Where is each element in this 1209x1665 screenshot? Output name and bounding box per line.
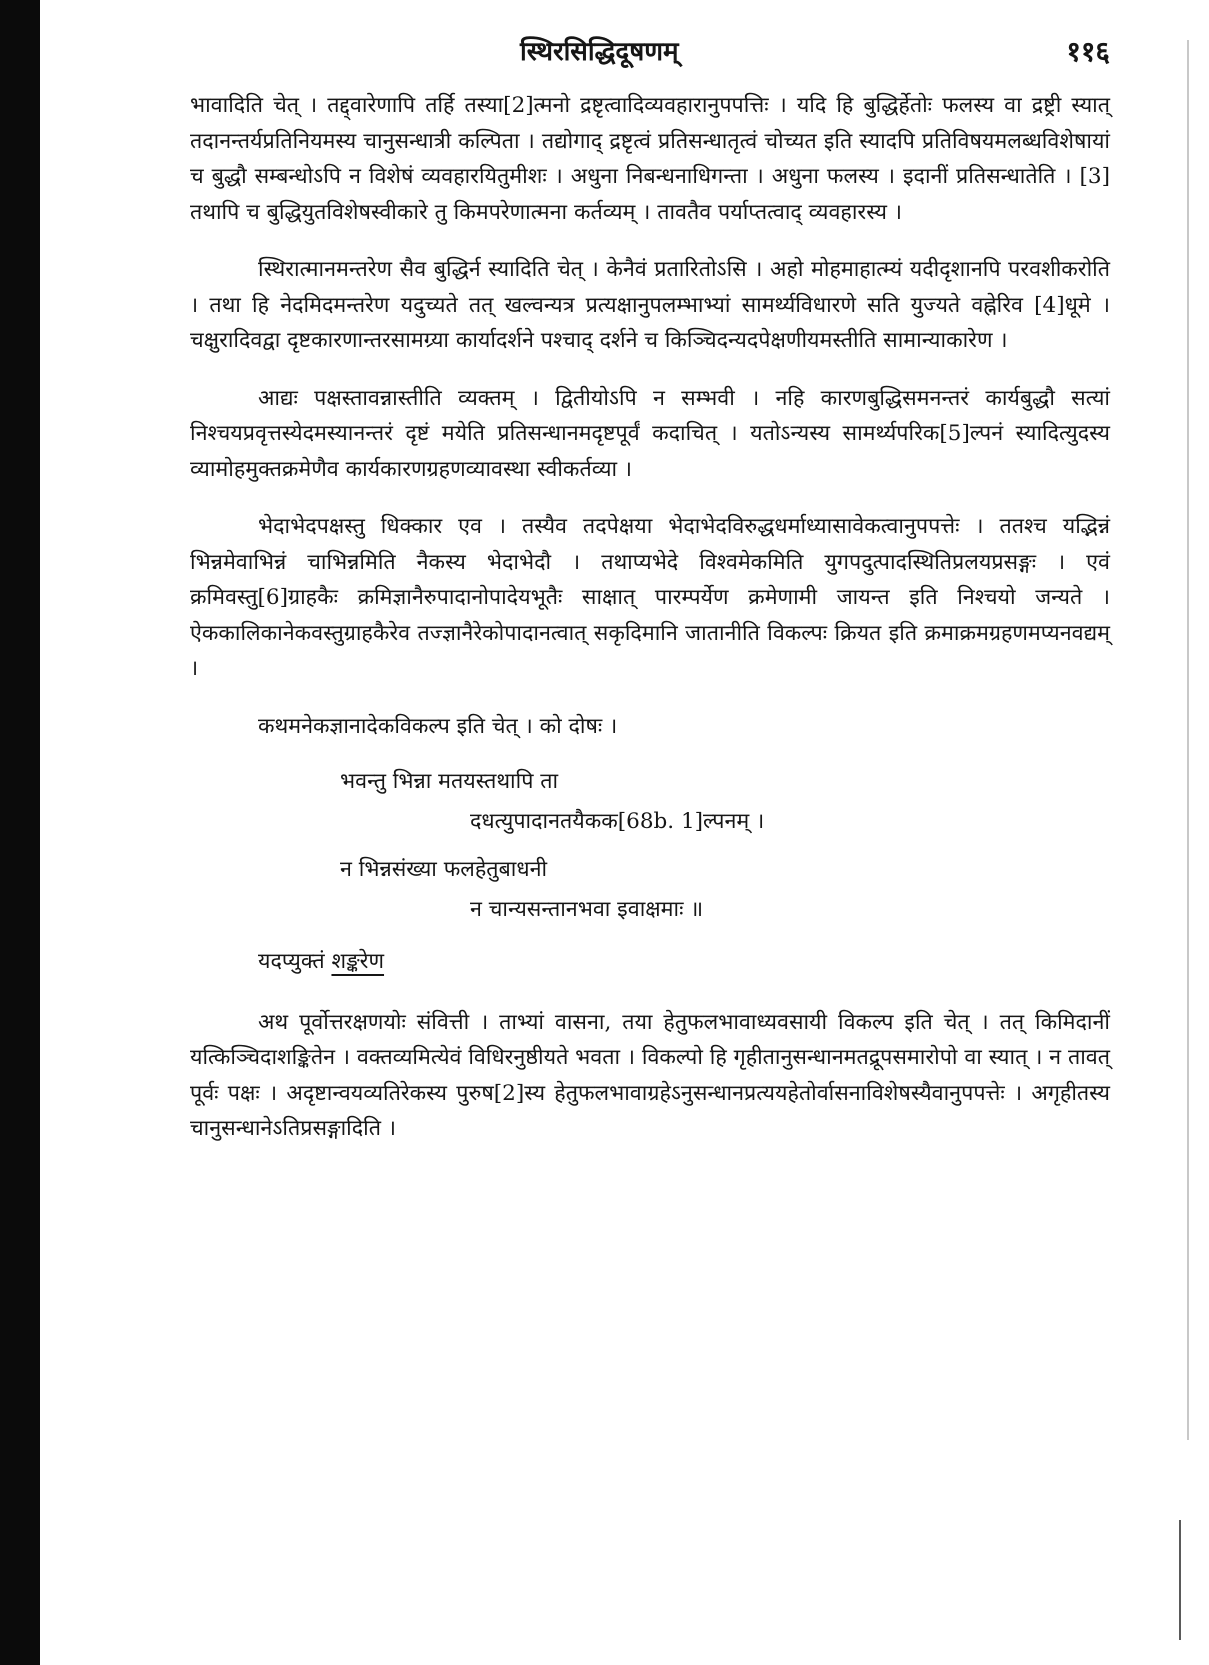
scan-binding-edge — [0, 0, 40, 1665]
verse-block — [190, 762, 1110, 932]
scan-right-margin-mark — [1179, 1520, 1181, 1640]
page-body — [190, 88, 1110, 1169]
page-header — [190, 26, 1110, 70]
verse-intro: कथमनेकज्ञानादेकविकल्प इति चेत् । को दोषः । — [258, 713, 618, 739]
paragraph-3: आद्यः पक्षस्तावन्नास्तीति व्यक्तम् । द्वितीयोऽपि न सम्भवी । नहि कारणबुद्धिसमनन्तरं कार्यबुद्धौ सत्यां निश्चयप्रवृत्तस्येदमस्यानन्तरं दृष्टं मयेति प्रतिसन्धानमदृष्टपूर्वं कदाचित् । यतोऽन्यस्य सामर्थ्यपरिक[5]ल्पनं स्यादित्युदस्य व्यामोहमुक्तक्रमेणैव कार्यकारणग्रहणव्यावस्था स्वीकर्तव्या । — [190, 385, 1110, 482]
quoted-author: शङ्करेण — [331, 948, 385, 974]
verse-line-4: न चान्यसन्तानभवा इवाक्षमाः ॥ — [470, 896, 704, 922]
page-number: ११६ — [1066, 35, 1110, 68]
scan-right-margin-line — [1187, 40, 1189, 1440]
quote-prefix: यदप्युक्तं — [258, 948, 325, 974]
paragraph-1: भावादिति चेत् । तद्द्वारेणापि तर्हि तस्या[2]त्मनो द्रष्टृत्वादिव्यवहारानुपपत्तिः । यदि हि बुद्धिर्हेतोः फलस्य वा द्रष्ट्री स्यात् तदानन्तर्यप्रतिनियमस्य चानुसन्धात्री कल्पिता । तद्योगाद् द्रष्टृत्वं प्रतिसन्धातृत्वं चोच्यत इति स्यादपि प्रतिविषयमलब्धविशेषायां च बुद्धौ सम्बन्धोऽपि न विशेषं व्यवहारयितुमीशः । अधुना निबन्धनाधिगन्ता । अधुना फलस्य । इदानीं प्रतिसन्धातेति । [3] तथापि च बुद्धियुतविशेषस्वीकारे तु किमपरेणात्मना कर्तव्यम् । तावतैव पर्याप्तत्वाद् व्यवहारस्य । — [190, 93, 1110, 225]
running-title: स्थिरसिद्धिदूषणम् — [520, 37, 679, 67]
paragraph-5: अथ पूर्वोत्तरक्षणयोः संवित्ती । ताभ्यां वासना, तया हेतुफलभावाध्यवसायी विकल्प इति चेत् । तत् किमिदानीं यत्किञ्चिदाशङ्कितेन । वक्तव्यमित्येवं विधिरनुष्ठीयते भवता । विकल्पो हि गृहीतानुसन्धानमतद्रूपसमारोपो वा स्यात् । न तावत् पूर्वः पक्षः । अदृष्टान्वयव्यतिरेकस्य पुरुष[2]स्य हेतुफलभावाग्रहेऽनुसन्धानप्रत्ययहेतोर्वासनाविशेषस्यैवानुपपत्तेः । अगृहीतस्य चानुसन्धानेऽतिप्रसङ्गादिति । — [190, 1009, 1110, 1141]
verse-line-2: दधत्युपादानतयैकक[68b. 1]ल्पनम् । — [470, 808, 765, 834]
paragraph-2: स्थिरात्मानमन्तरेण सैव बुद्धिर्न स्यादिति चेत् । केनैवं प्रतारितोऽसि । अहो मोहमाहात्म्यं यदीदृशानपि परवशीकरोति । तथा हि नेदमिदमन्तरेण यदुच्यते तत् खल्वन्यत्र प्रत्यक्षानुपलम्भाभ्यां सामर्थ्यविधारणे सति युज्यते वह्नेरिव [4]धूमे । चक्षुरादिवद्वा दृष्टकारणान्तरसामग्र्या कार्यादर्शने पश्चाद् दर्शने च किञ्चिदन्यदपेक्षणीयमस्तीति सामान्याकारेण । — [190, 257, 1110, 353]
verse-line-3: न भिन्नसंख्या फलहेतुबाधनी — [340, 856, 548, 882]
verse-line-1: भवन्तु भिन्ना मतयस्तथापि ता — [340, 768, 559, 794]
quote-attribution — [258, 944, 1110, 979]
paragraph-4: भेदाभेदपक्षस्तु धिक्कार एव । तस्यैव तदपेक्षया भेदाभेदविरुद्धधर्माध्यासावेकत्वानुपपत्तेः । ततश्च यद्भिन्नं भिन्नमेवाभिन्नं चाभिन्नमिति नैकस्य भेदाभेदौ । तथाप्यभेदे विश्वमेकमिति युगपदुत्पादस्थितिप्रलयप्रसङ्गः । एवं क्रमिवस्तु[6]ग्राहकैः क्रमिज्ञानैरुपादानोपादेयभूतैः साक्षात् पारम्पर्येण क्रमेणामी जायन्त इति निश्चयो जन्यते । ऐककालिकानेकवस्तुग्राहकैरेव तज्ज्ञानैरेकोपादानत्वात् सकृदिमानि जातानीति विकल्पः क्रियत इति क्रमाक्रमग्रहणमप्यनवद्यम् । — [190, 514, 1110, 681]
